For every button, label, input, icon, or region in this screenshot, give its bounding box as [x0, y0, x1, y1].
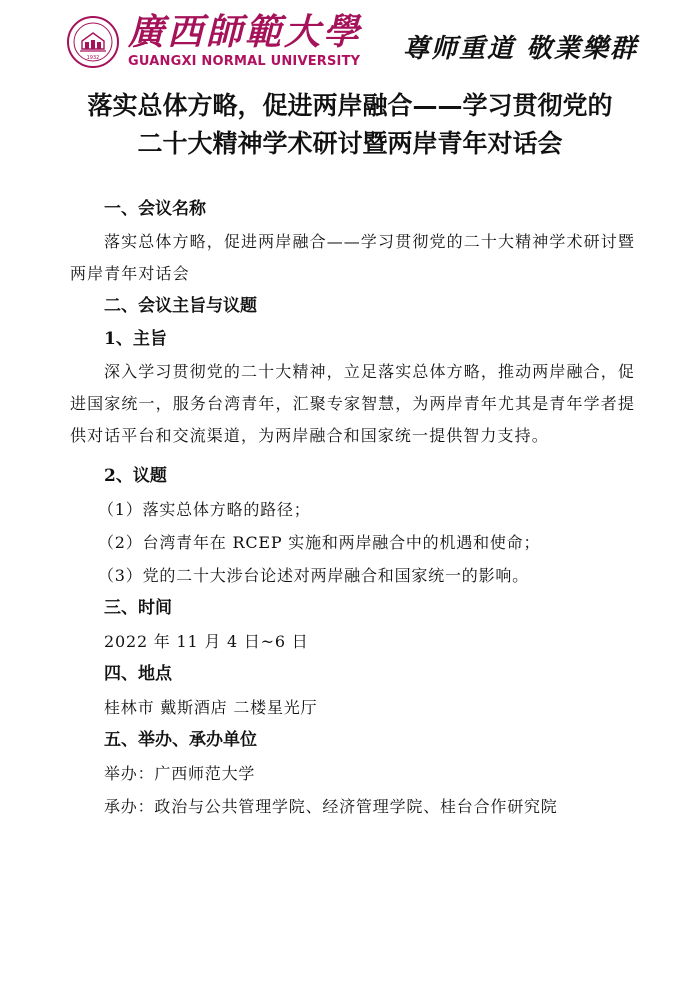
- subheading-purpose: 1、主旨: [104, 329, 167, 349]
- meeting-date: 2022 年 11 月 4 日~6 日: [104, 632, 309, 651]
- section-heading-name: 一、会议名称: [104, 199, 206, 219]
- host-unit: 举办：广西师范大学: [104, 764, 256, 783]
- subheading-topics: 2、议题: [104, 466, 167, 486]
- university-seal-icon: [66, 15, 120, 69]
- document-title-line-1: 落实总体方略，促进两岸融合——学习贯彻党的: [87, 91, 613, 120]
- topic-item: （2）台湾青年在 RCEP 实施和两岸融合中的机遇和使命；: [98, 533, 541, 552]
- document-title-line-2: 二十大精神学术研讨暨两岸青年对话会: [137, 129, 563, 158]
- meeting-name-text: 落实总体方略，促进两岸融合——学习贯彻党的二十大精神学术研讨暨两岸青年对话会: [70, 232, 635, 283]
- university-name-en: GUANGXI NORMAL UNIVERSITY: [128, 54, 361, 69]
- topic-item: （3）党的二十大涉台论述对两岸融合和国家统一的影响。: [98, 566, 529, 585]
- seal-year: 1932: [86, 55, 100, 61]
- topic-item: （1）落实总体方略的路径；: [98, 500, 311, 519]
- organizer-units: 承办：政治与公共管理学院、经济管理学院、桂台合作研究院: [104, 797, 558, 816]
- university-motto: 尊师重道 敬業樂群: [402, 34, 638, 64]
- section-heading-purpose: 二、会议主旨与议题: [104, 296, 257, 316]
- letterhead: [0, 0, 700, 80]
- section-heading-venue: 四、地点: [104, 664, 172, 684]
- section-heading-organizers: 五、举办、承办单位: [104, 730, 257, 750]
- document-body: [70, 193, 635, 823]
- university-name-cn: 廣西師範大學: [128, 11, 363, 53]
- section-heading-time: 三、时间: [104, 598, 172, 618]
- purpose-text: 深入学习贯彻党的二十大精神，立足落实总体方略，推动两岸融合，促进国家统一，服务台湾青年，汇聚专家智慧，为两岸青年尤其是青年学者提供对话平台和交流渠道，为两岸融合和国家统一提供智力支持。: [70, 362, 635, 445]
- meeting-venue: 桂林市 戴斯酒店 二楼星光厅: [104, 698, 318, 717]
